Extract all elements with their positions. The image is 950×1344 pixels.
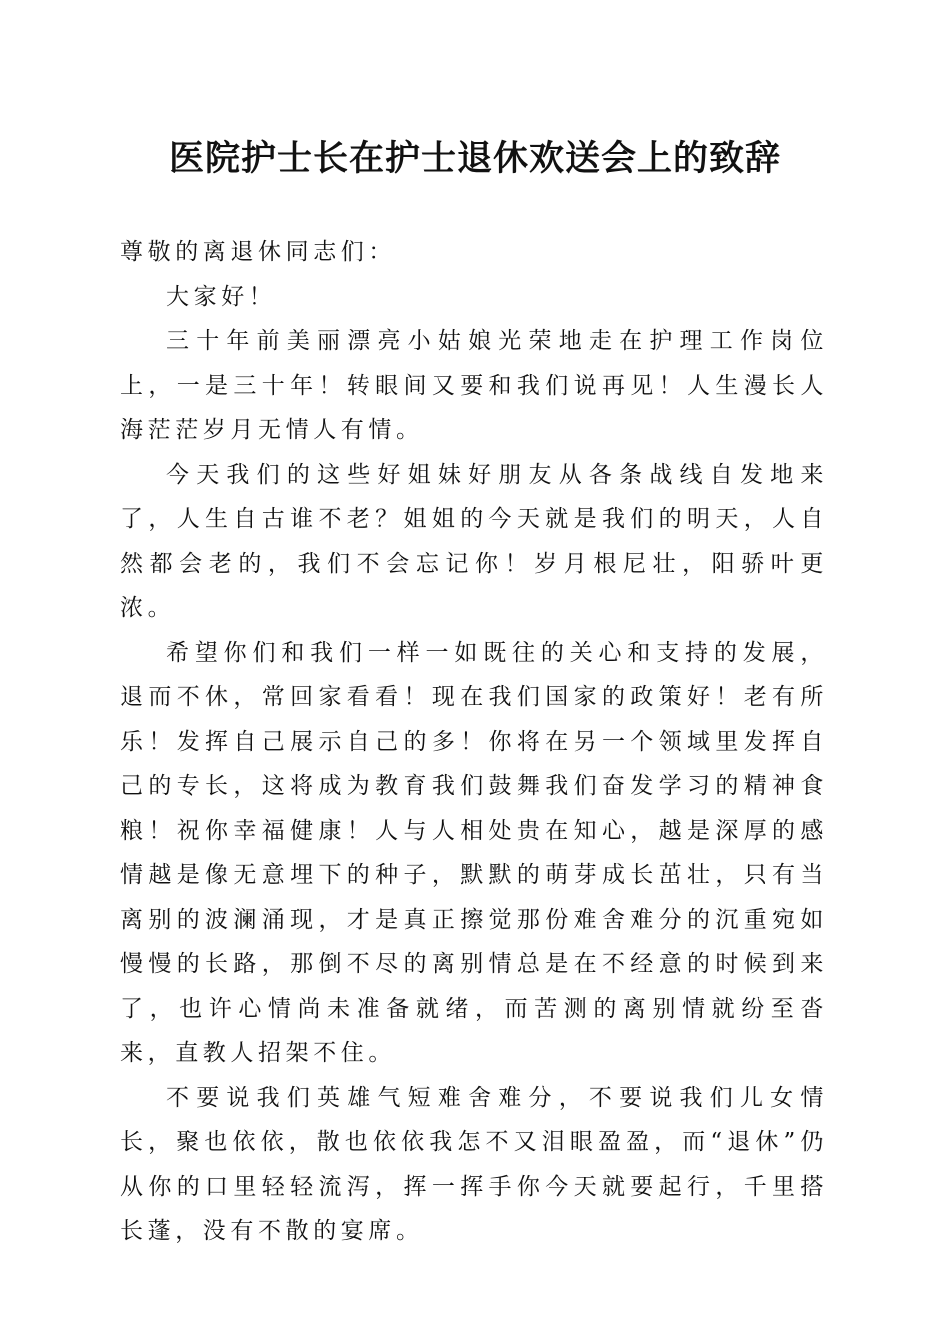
document-body [120, 230, 828, 1254]
paragraph-thirty-years: 三十年前美丽漂亮小姑娘光荣地走在护理工作岗位上，一是三十年！转眼间又要和我们说再见！人生漫长人海茫茫岁月无情人有情。 [120, 328, 828, 443]
paragraph-friends: 今天我们的这些好姐妹好朋友从各条战线自发地来了，人生自古谁不老？姐姐的今天就是我们的明天，人自然都会老的，我们不会忘记你！岁月根尼壮，阳骄叶更浓。 [120, 461, 828, 621]
paragraph-hopes: 希望你们和我们一样一如既往的关心和支持的发展，退而不休，常回家看看！现在我们国家的政策好！老有所乐！发挥自己展示自己的多！你将在另一个领域里发挥自己的专长，这将成为教育我们鼓舞我们奋发学习的精神食粮！祝你幸福健康！人与人相处贵在知心，越是深厚的感情越是像无意埋下的种子，默默的萌芽成长茁壮，只有当离别的波澜涌现，才是真正擦觉那份难舍难分的沉重宛如慢慢的长路，那倒不尽的离别情总是在不经意的时候到来了，也许心情尚未准备就绪，而苦测的离别情就纷至沓来，直教人招架不住。 [120, 639, 828, 1066]
document-title: 医院护士长在护士退休欢送会上的致辞 [168, 138, 781, 179]
paragraph-farewell: 不要说我们英雄气短难舍难分，不要说我们儿女情长，聚也依依，散也依依我怎不又泪眼盈盈，而“退休”仍从你的口里轻轻流泻，挥一挥手你今天就要起行，千里搭长蓬，没有不散的宴席。 [120, 1084, 828, 1244]
paragraph-greeting: 大家好！ [166, 283, 277, 310]
salutation: 尊敬的离退休同志们： [120, 239, 396, 265]
